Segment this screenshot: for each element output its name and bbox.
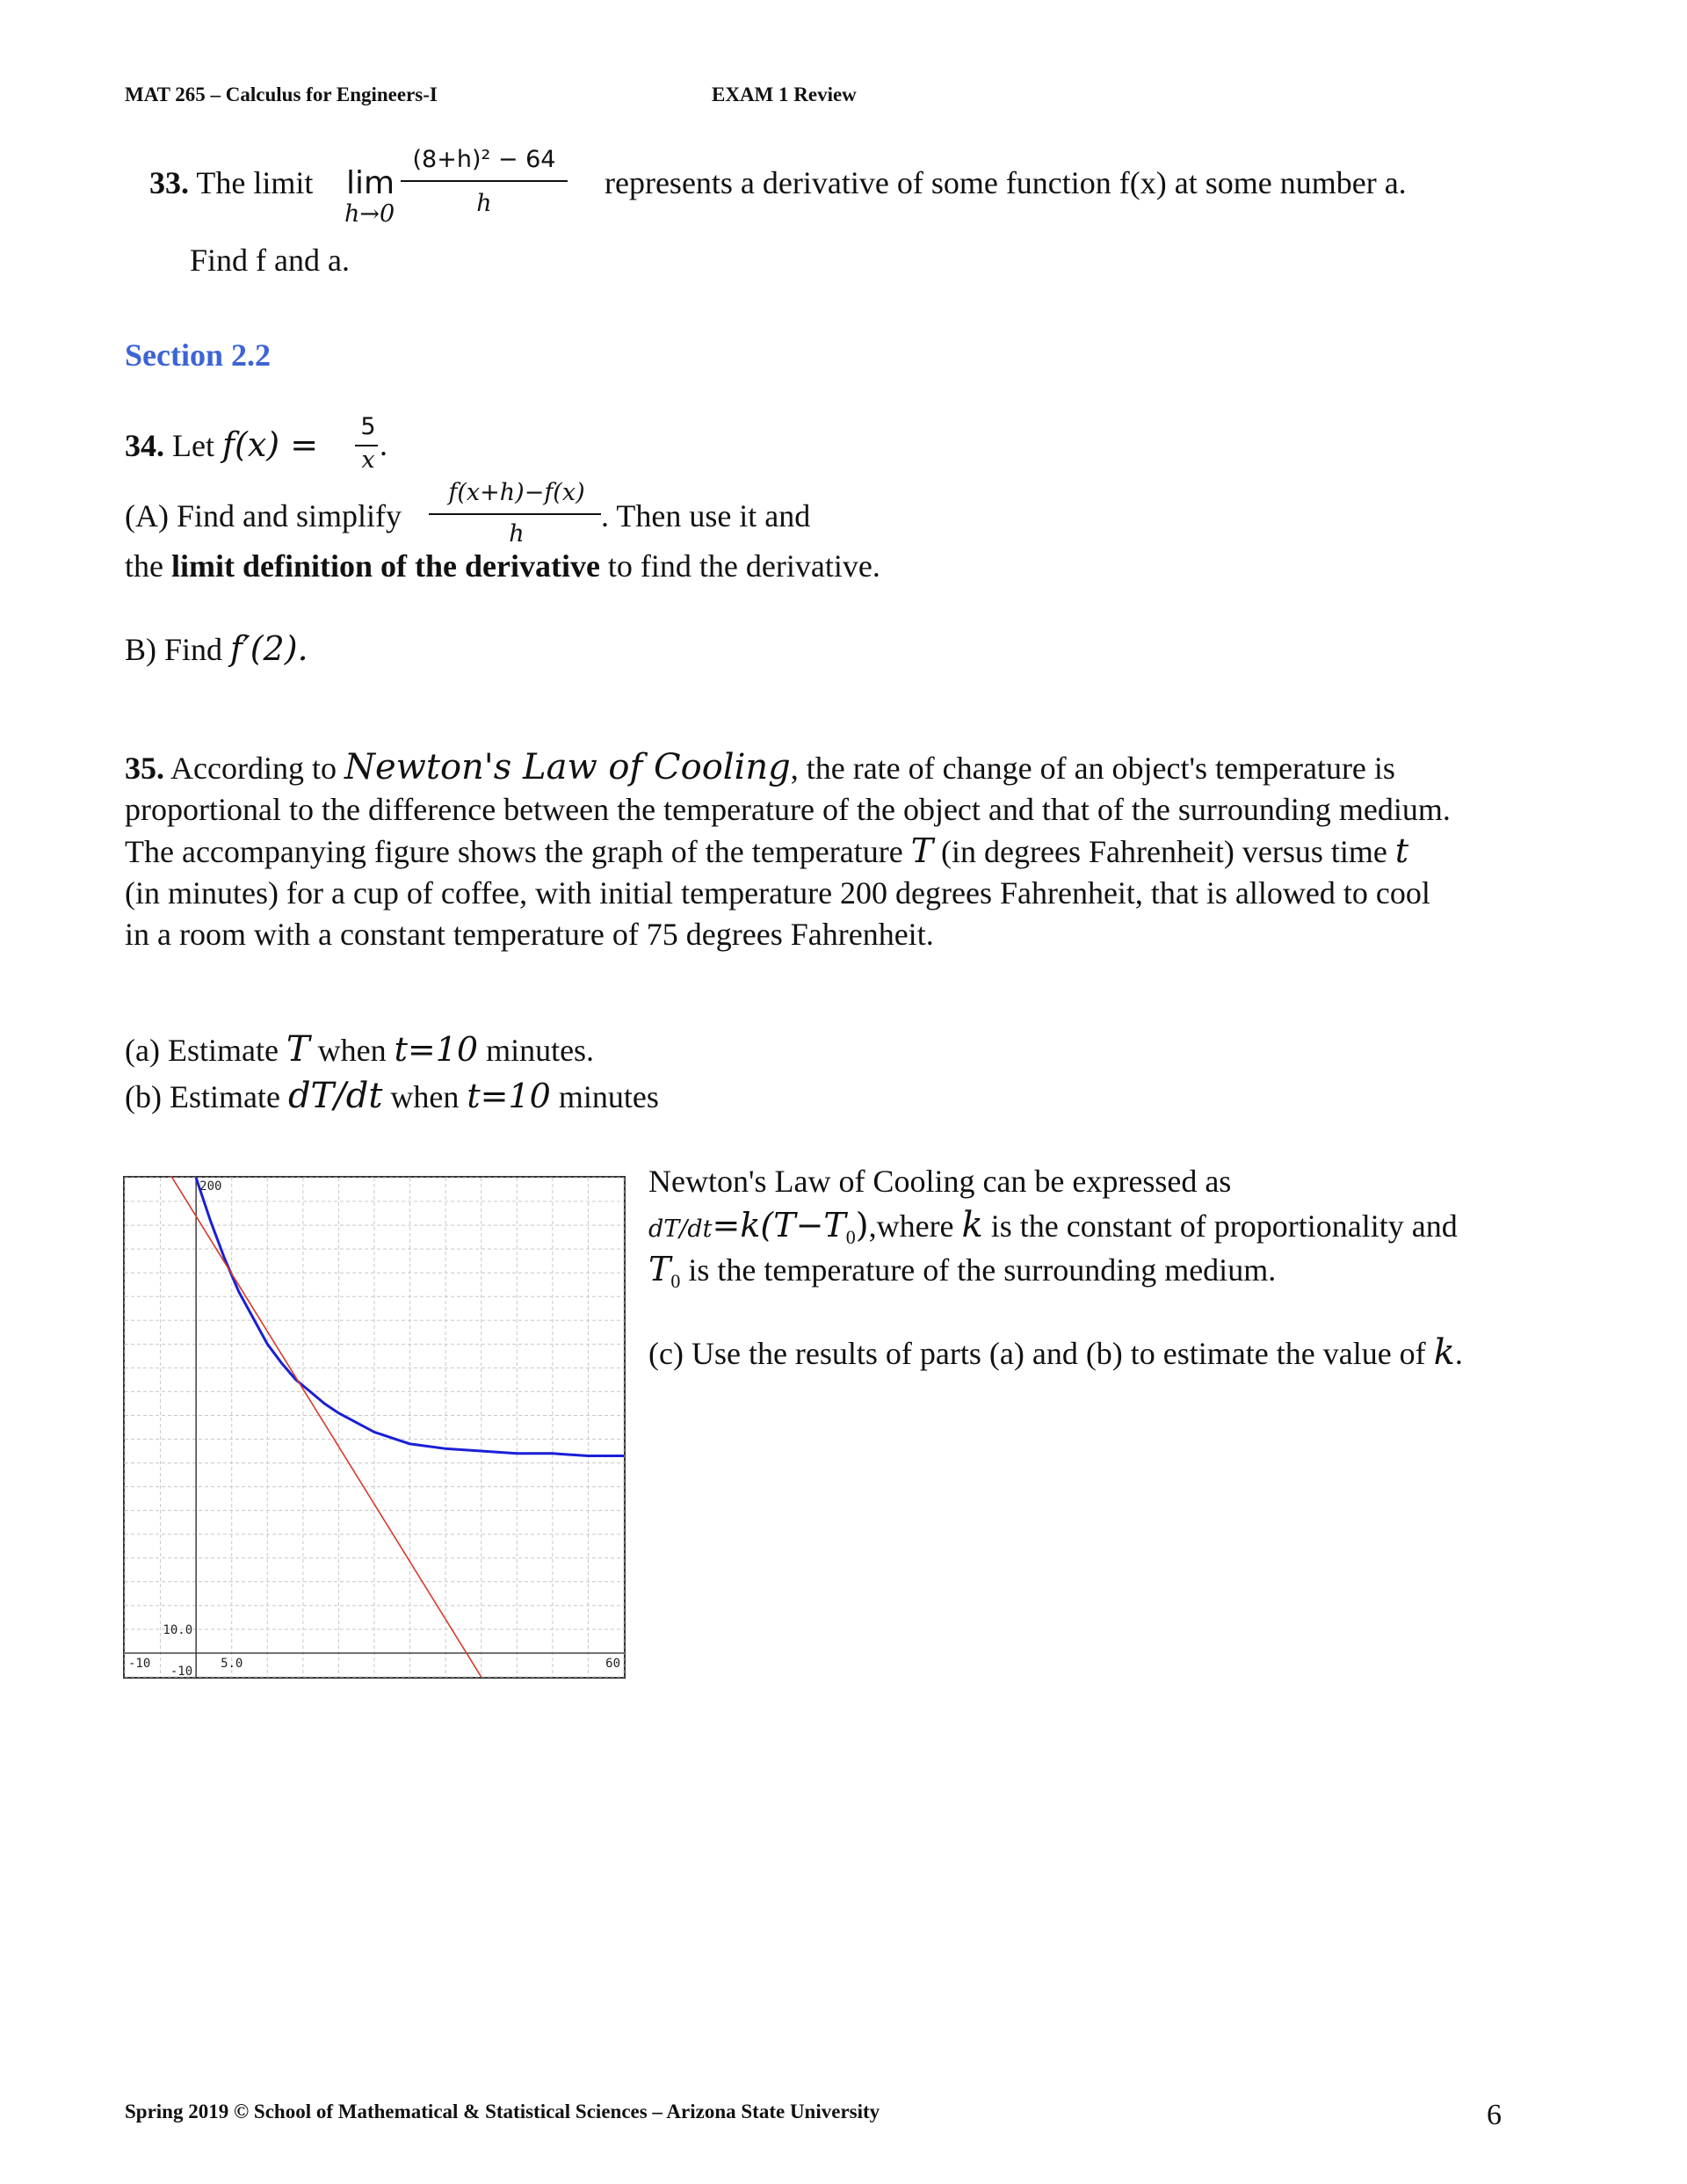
q33-fraction-bar (401, 180, 568, 182)
side-line3: $T_0$ is the temperature of the surrounding medium. (648, 1250, 1277, 1293)
q33-denominator: h (476, 190, 492, 217)
q33-lim-sub: h→0 (344, 200, 395, 228)
q34-partB: B) Find f′(2). (125, 629, 308, 668)
side-line2: $dT/dt=k(T-T_0),where$ k is the constant of proportionality and (648, 1205, 1458, 1249)
section-heading: Section 2.2 (125, 337, 271, 373)
side-partC: (c) Use the results of parts (a) and (b) to estimate the value of k. (648, 1332, 1463, 1373)
q35-line1: 35. According to Newton's Law of Cooling, the rate of change of an object's temperature is (125, 747, 1395, 787)
q34-line2: the limit definition of the derivative to find the derivative. (125, 548, 880, 584)
tick-label-y-max: 200 (199, 1179, 222, 1194)
q33-lim: lim (346, 165, 395, 201)
q34-partA-post: . Then use it and (601, 498, 811, 533)
q34-partA-num: f(x+h)−f(x) (448, 479, 585, 506)
tick-label-x-min: -10 (128, 1656, 151, 1671)
tick-label-y-min: -10 (170, 1665, 193, 1679)
tick-label-x-5: 5.0 (221, 1656, 243, 1671)
q35-partA: (a) Estimate T when t=10 minutes. (125, 1029, 595, 1070)
course-title: MAT 265 – Calculus for Engineers-I (125, 83, 438, 105)
q33-numerator: (8+h)² − 64 (412, 146, 556, 173)
footer-text: Spring 2019 © School of Mathematical & Statistical Sciences – Arizona State University (125, 2101, 880, 2122)
q35-paragraph (125, 747, 1513, 955)
q34-frac-num: 5 (360, 413, 376, 440)
q35-line4: (in minutes) for a cup of coffee, with initial temperature 200 degrees Fahrenheit, that is allowed to cool (125, 875, 1430, 911)
q33-task: Find f and a. (190, 243, 350, 278)
q34-partA-bar (429, 513, 601, 515)
q34-period: . (380, 427, 387, 462)
cooling-chart (123, 1176, 626, 1679)
q34-partA-pre: (A) Find and simplify (125, 498, 402, 533)
tick-label-x-max: 60 (605, 1656, 620, 1671)
q35-line2: proportional to the difference between the temperature of the object and that of the surrounding medium. (125, 792, 1451, 827)
q34-frac-den: x (361, 446, 375, 474)
q33-intro: 33. The limit (149, 165, 314, 200)
exam-title: EXAM 1 Review (712, 83, 857, 105)
q34-partA-den: h (509, 520, 525, 548)
page-number: 6 (1487, 2099, 1502, 2131)
q35-line5: in a room with a constant temperature of 75 degrees Fahrenheit. (125, 917, 934, 952)
q34-let: 34. Let f(x) = (125, 425, 319, 464)
q35-partB: (b) Estimate dT/dt when t=10 minutes (125, 1076, 659, 1116)
q35-line3: The accompanying figure shows the graph of the temperature T (in degrees Fahrenheit) versus time t (125, 831, 1409, 870)
q33-rest: represents a derivative of some function f(x) at some number a. (605, 165, 1407, 200)
tick-label-y-10: 10.0 (163, 1622, 193, 1637)
side-line1: Newton's Law of Cooling can be expressed as (648, 1164, 1232, 1199)
